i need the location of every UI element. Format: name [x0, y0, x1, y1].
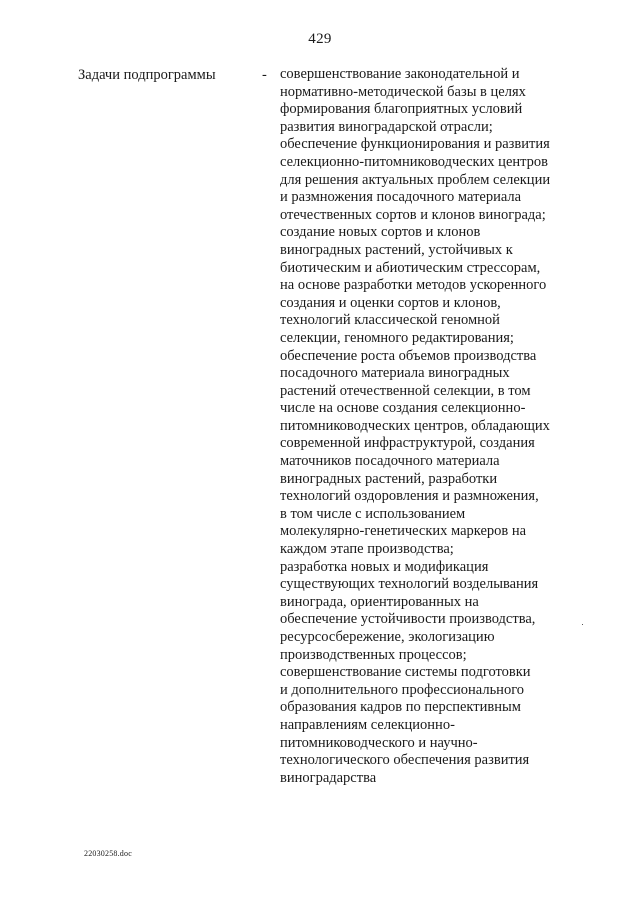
- task-line: совершенствование законодательной и: [280, 66, 520, 82]
- task-line: разработка новых и модификация: [280, 558, 489, 575]
- task-line: и дополнительного профессионального: [280, 681, 525, 698]
- task-line: ресурсосбережение, экологизацию: [280, 629, 495, 645]
- task-line: для решения актуальных проблем селекции: [280, 171, 551, 188]
- task-line: производственных процессов;: [280, 646, 467, 663]
- task-line: образования кадров по перспективным: [280, 699, 521, 716]
- task-line: формирования благоприятных условий: [280, 101, 523, 118]
- task-line: создание новых сортов и клонов: [280, 224, 481, 241]
- task-line: каждом этапе производства;: [280, 541, 454, 558]
- list-dash: -: [262, 67, 267, 83]
- scan-speck: [582, 624, 583, 625]
- page-number: 429: [308, 31, 332, 47]
- task-line: существующих технологий возделывания: [280, 576, 539, 593]
- task-line: маточников посадочного материала: [280, 453, 500, 470]
- task-line: на основе разработки методов ускоренного: [280, 277, 547, 294]
- task-item: [280, 559, 570, 665]
- task-line: биотическим и абиотическим стрессорам,: [280, 259, 541, 276]
- task-item: [280, 224, 570, 347]
- task-item: [280, 664, 570, 787]
- task-line: посадочного материала виноградных: [280, 365, 510, 382]
- task-line: питомниководческого и научно-: [280, 734, 478, 751]
- task-line: и размножения посадочного материала: [280, 189, 522, 206]
- task-line: развития виноградарской отрасли;: [280, 118, 493, 135]
- task-line: отечественных сортов и клонов винограда;: [280, 206, 546, 223]
- task-line: нормативно-методической базы в целях: [280, 83, 526, 100]
- task-line: обеспечение роста объемов производства: [280, 347, 537, 364]
- task-line: селекционно-питомниководческих центров: [280, 153, 549, 170]
- task-line: виноградных растений, разработки: [280, 470, 498, 487]
- task-line: обеспечение функционирования и развития: [280, 136, 550, 153]
- task-line: совершенствование системы подготовки: [280, 664, 531, 681]
- task-line: растений отечественной селекции, в том: [280, 382, 531, 399]
- task-line: числе на основе создания селекционно-: [280, 400, 526, 417]
- task-line: направлениям селекционно-: [280, 716, 455, 733]
- task-line: обеспечение устойчивости производства,: [280, 611, 536, 628]
- task-line: винограда, ориентированных на: [280, 593, 479, 610]
- task-line: создания и оценки сортов и клонов,: [280, 294, 501, 311]
- task-line: в том числе с использованием: [280, 505, 466, 522]
- task-line: виноградарства: [280, 769, 377, 786]
- task-line: молекулярно-генетических маркеров на: [280, 523, 527, 540]
- task-item: [280, 66, 570, 136]
- footer-filename: 22030258.doc: [84, 849, 132, 858]
- tasks-list: [280, 66, 570, 787]
- task-line: технологического обеспечения развития: [280, 752, 530, 769]
- task-line: виноградных растений, устойчивых к: [280, 241, 513, 258]
- task-line: технологий классической геномной: [280, 312, 500, 329]
- task-item: [280, 348, 570, 559]
- task-line: технологий оздоровления и размножения,: [280, 488, 539, 505]
- task-item: [280, 136, 570, 224]
- task-line: селекции, геномного редактирования;: [280, 329, 514, 346]
- section-label: Задачи подпрограммы: [78, 67, 216, 83]
- task-line: современной инфраструктурой, создания: [280, 435, 535, 452]
- task-line: питомниководческих центров, обладающих: [280, 417, 550, 434]
